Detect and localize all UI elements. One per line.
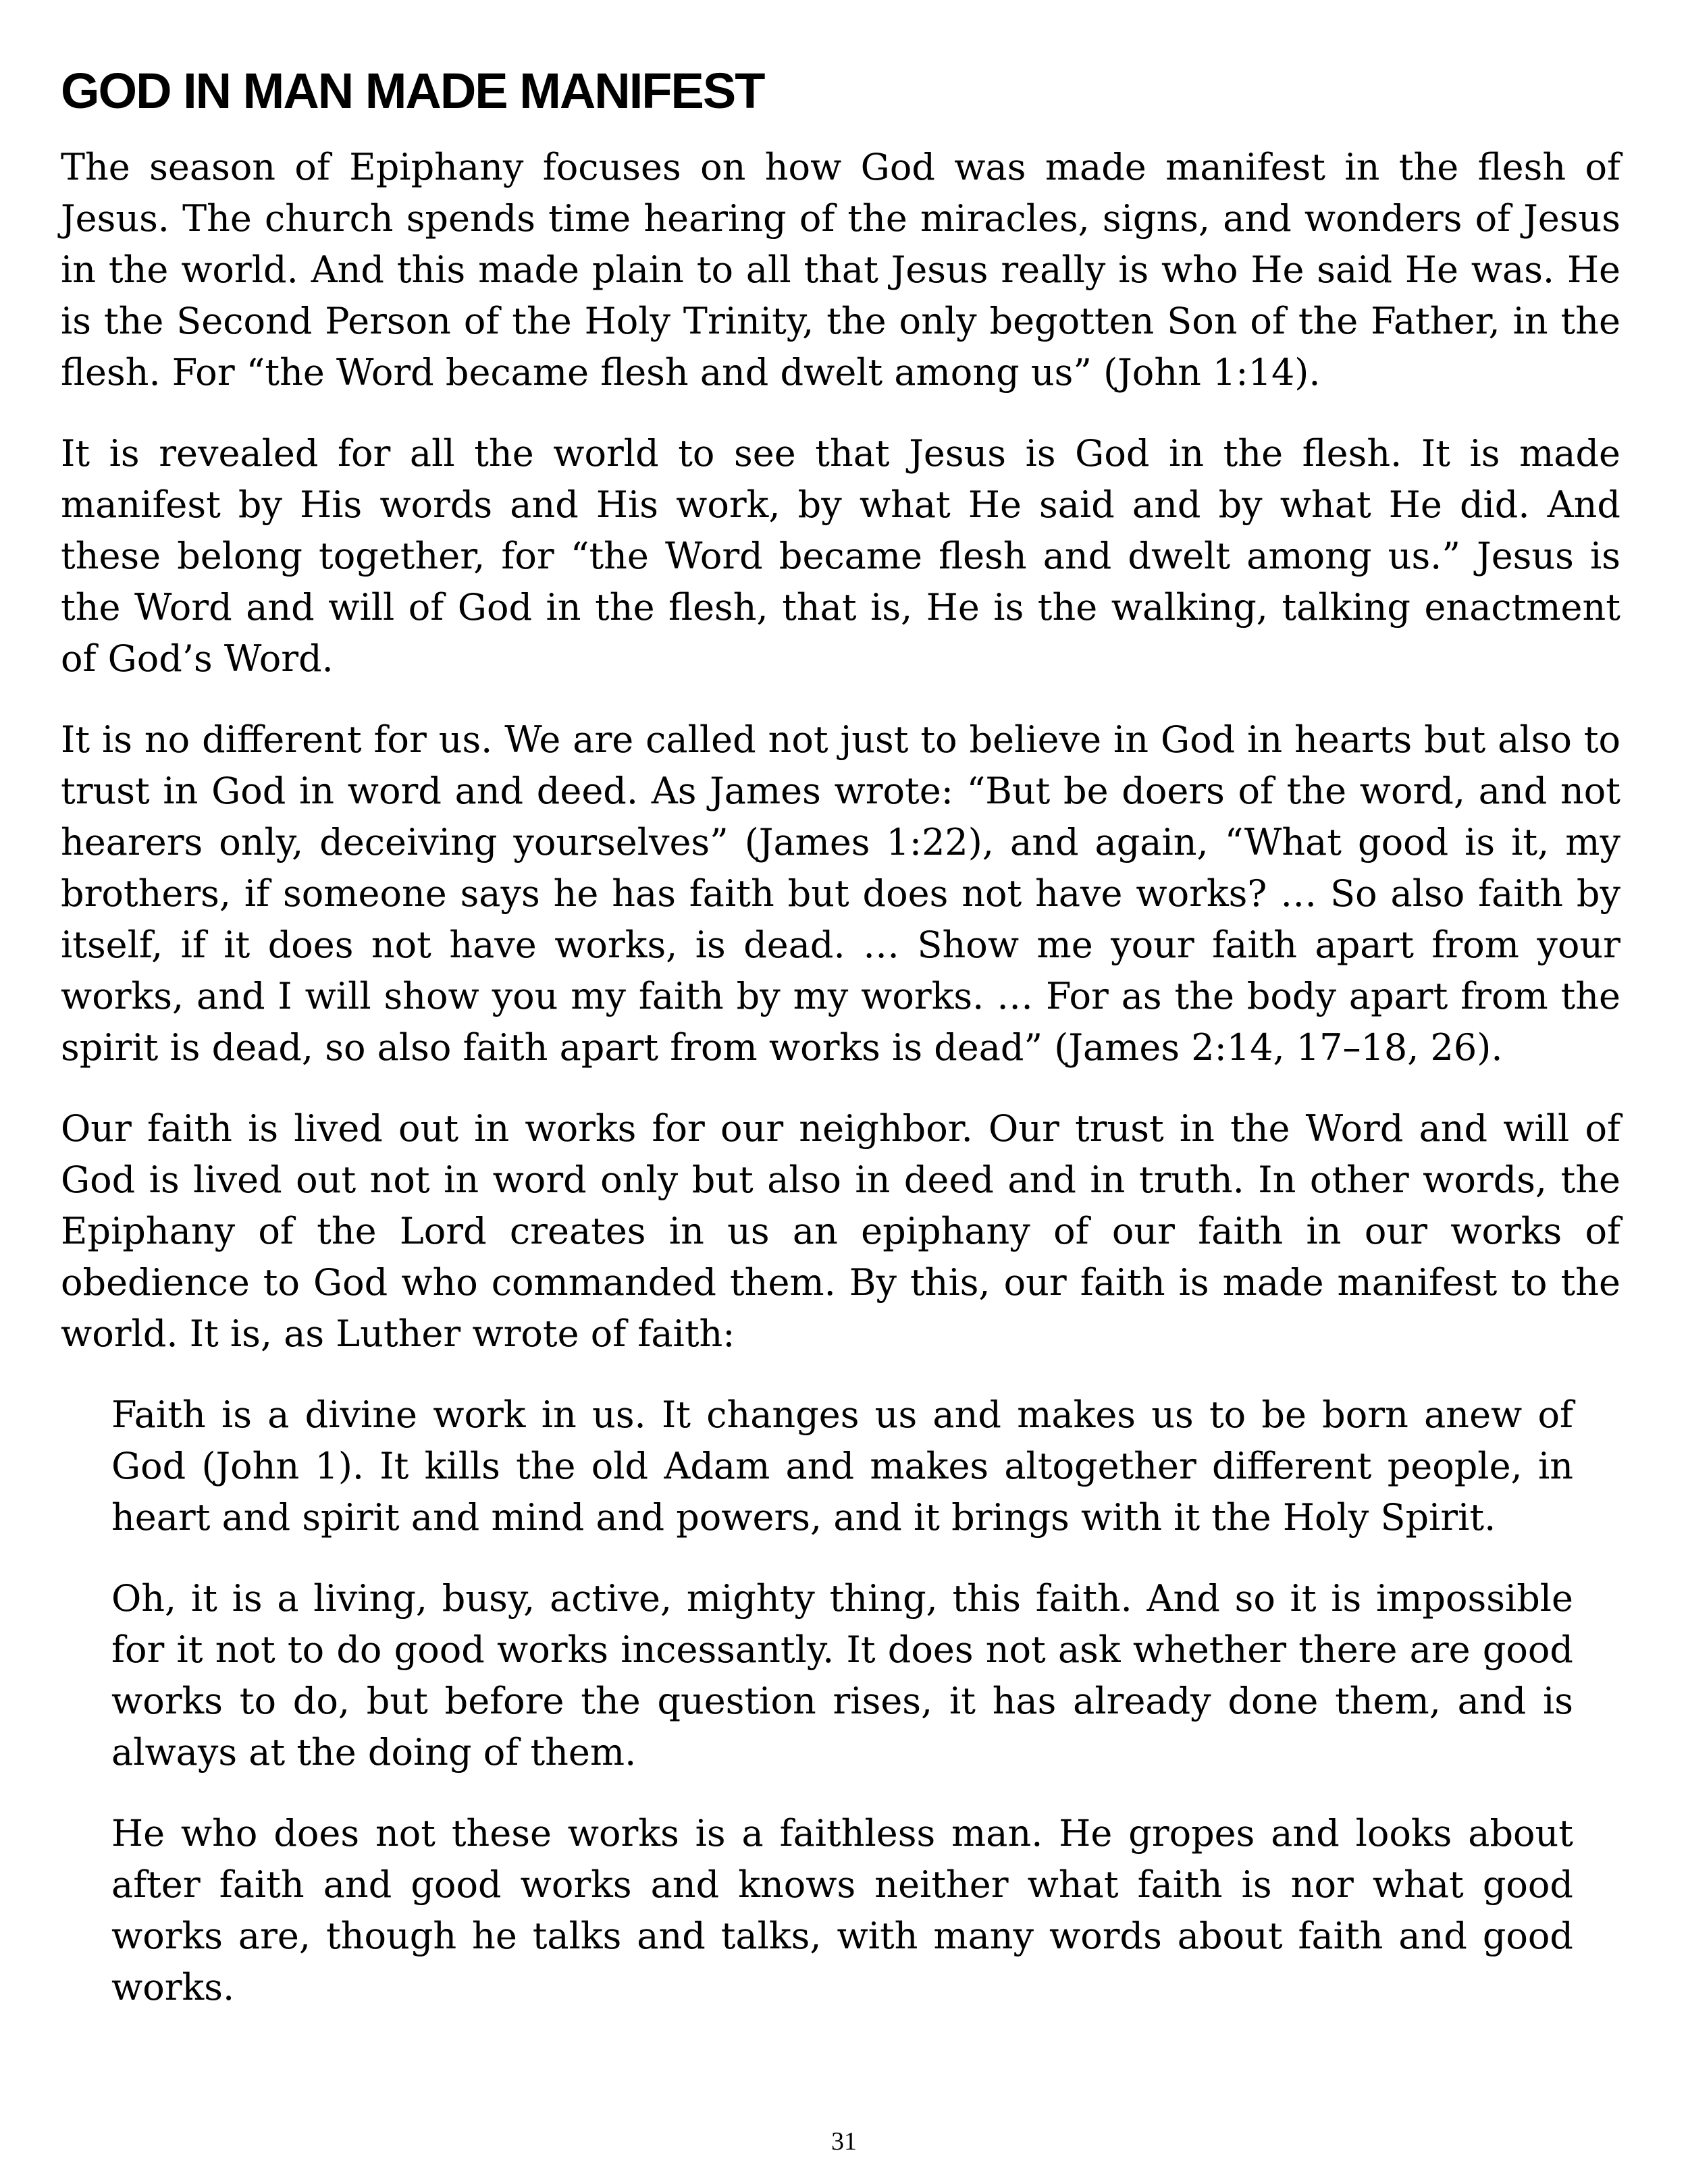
document-page [61,61,1620,2140]
body-paragraph: Our faith is lived out in works for our neighbor. Our trust in the Word and will of God is lived out not in word only but also in deed and in truth. In other words, the Epiphany of the Lord creates in us an epiphany of our faith in our works of obedience to God who commanded them. By this, our faith is made manifest to the world. It is, as Luther wrote of faith: [61,1107,1620,1355]
body-paragraph: It is no different for us. We are called not just to believe in God in hearts but also to trust in God in word and deed. As James wrote: “But be doers of the word, and not hearers only, deceiving yourselves” (James 1:22), and again, “What good is it, my brothers, if someone says he has faith but does not have works? … So also faith by itself, if it does not have works, is dead. … Show me your faith apart from your works, and I will show you my faith by my works. … For as the body apart from the spirit is dead, so also faith apart from works is dead” (James 2:14, 17–18, 26). [61,718,1620,1069]
body-paragraph: It is revealed for all the world to see that Jesus is God in the flesh. It is made manifest by His words and His work, by what He said and by what He did. And these belong together, for “the Word became flesh and dwelt among us.” Jesus is the Word and will of God in the flesh, that is, He is the walking, talking enactment of God’s Word. [61,432,1620,680]
page-title: GOD IN MAN MADE MANIFEST [61,63,764,119]
body-paragraph: The season of Epiphany focuses on how God was made manifest in the flesh of Jesus. The church spends time hearing of the miracles, signs, and wonders of Jesus in the world. And this made plain to all that Jesus really is who He said He was. He is the Second Person of the Holy Trinity, the only begotten Son of the Father, in the flesh. For “the Word became flesh and dwelt among us” (John 1:14). [61,146,1620,394]
quote-paragraph: Oh, it is a living, busy, active, mighty thing, this faith. And so it is impossible for it not to do good works incessantly. It does not ask whether there are good works to do, but before the question rises, it has already done them, and is always at the doing of them. [111,1577,1573,1774]
page-number: 31 [831,2127,857,2156]
quote-paragraph: He who does not these works is a faithless man. He gropes and looks about after faith and good works and knows neither what faith is nor what good works are, though he talks and talks, with many words about faith and good works. [111,1812,1573,2008]
block-quote [111,1389,1573,2013]
quote-paragraph: Faith is a divine work in us. It changes us and makes us to be born anew of God (John 1). It kills the old Adam and makes altogether different people, in heart and spirit and mind and powers, and it brings with it the Holy Spirit. [111,1393,1573,1539]
